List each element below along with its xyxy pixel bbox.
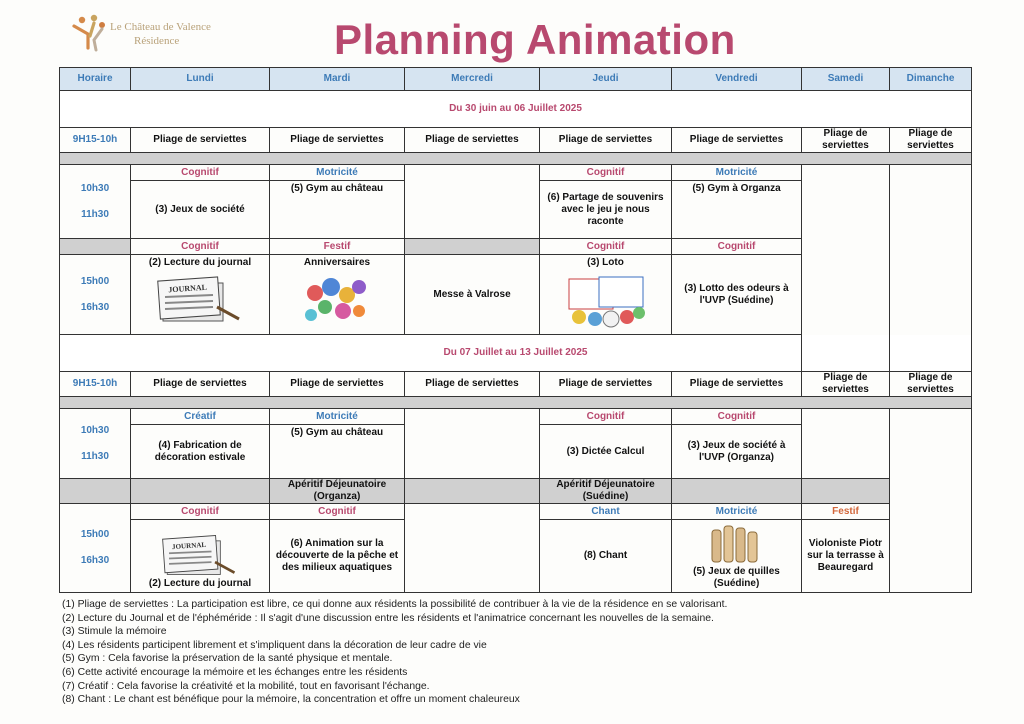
newspaper-icon	[158, 532, 242, 578]
w1-pm-tue-cell	[270, 255, 405, 335]
footnote: (5) Gym : Cela favorise la préservation de la santé physique et mentale.	[62, 653, 393, 665]
logo-line-1: Le Château de Valence	[110, 21, 211, 33]
w1-pm-time-start: 15h00	[80, 275, 110, 287]
w1-pm-cat-fri: Cognitif	[672, 239, 802, 255]
w2-pliage-thu: Pliage de serviettes	[540, 372, 672, 397]
w2-am-tue: (5) Gym au château	[270, 425, 405, 479]
w2-am-fri: (3) Jeux de société à l'UVP (Organza)	[672, 425, 802, 479]
w2-pliage-tue: Pliage de serviettes	[270, 372, 405, 397]
footnote: (4) Les résidents participent librement et s'impliquent dans la décoration de leur cadre de vie	[62, 639, 487, 651]
w1-am-cat-thu: Cognitif	[540, 165, 672, 181]
footnote: (8) Chant : Le chant est bénéfique pour la mémoire, la concentration et offre un moment chaleureux	[62, 694, 520, 706]
w1-am-thu: (6) Partage de souvenirs avec le jeu je nous raconte	[540, 181, 672, 239]
w2-pm-time-end: 16h30	[80, 555, 110, 566]
w1-am-mon: (3) Jeux de société	[131, 181, 270, 239]
w2-pm-fri-cell	[672, 520, 802, 593]
w2-aperitif-tue: Apéritif Déjeunatoire (Organza)	[270, 479, 405, 504]
w2-pm-cat-sat: Festif	[802, 504, 890, 520]
w1-am-times	[60, 165, 131, 239]
w2-pm-fri: (5) Jeux de quilles (Suédine)	[693, 566, 780, 589]
w2-pm-wed	[405, 504, 540, 593]
week1-title: Du 30 juin au 06 Juillet 2025	[60, 91, 972, 128]
w2-pm-times	[60, 504, 131, 593]
w2-pliage-sat: Pliage de serviettes	[802, 372, 890, 397]
w1-pm-mon-cell	[131, 255, 270, 335]
w1-gap-time	[60, 239, 131, 255]
w1-gap-wed	[405, 239, 540, 255]
svg-text:JOURNAL: JOURNAL	[171, 540, 207, 552]
w1-pm-thu-cell	[540, 255, 672, 335]
w2-pm-cat-tue: Cognitif	[270, 504, 405, 520]
gap-row	[60, 397, 972, 409]
w1-am-cat-tue: Motricité	[270, 165, 405, 181]
w2-pm-cat-thu: Chant	[540, 504, 672, 520]
w1-pliage-tue: Pliage de serviettes	[270, 128, 405, 153]
w2-gap-time	[60, 479, 131, 504]
header-row	[60, 68, 972, 91]
w1-pliage-thu: Pliage de serviettes	[540, 128, 672, 153]
gap-row	[60, 153, 972, 165]
w2-pm-time-start: 15h00	[80, 529, 110, 540]
header-horaire: Horaire	[60, 68, 131, 91]
w1-pliage-wed: Pliage de serviettes	[405, 128, 540, 153]
w2-am-wed	[405, 409, 540, 479]
week2-title: Du 07 Juillet au 13 Juillet 2025	[60, 335, 972, 372]
w2-pm-mon: (2) Lecture du journal	[148, 578, 252, 589]
w2-sun-empty	[890, 409, 972, 593]
w1-am-cat-fri: Motricité	[672, 165, 802, 181]
w2-am-cat-thu: Cognitif	[540, 409, 672, 425]
quilles-icon	[702, 524, 772, 566]
svg-text:JOURNAL: JOURNAL	[168, 282, 208, 295]
w1-pliage-mon: Pliage de serviettes	[131, 128, 270, 153]
balloons-icon	[297, 273, 377, 329]
newspaper-icon	[155, 273, 245, 325]
w2-gap-fri	[672, 479, 802, 504]
w2-pliage-sun: Pliage de serviettes	[890, 372, 972, 397]
w1-am-time-start: 10h30	[80, 182, 110, 194]
w1-am-wed	[405, 165, 540, 239]
w1-pm-cat-thu: Cognitif	[540, 239, 672, 255]
w2-gap-sat	[802, 479, 890, 504]
footnote: (6) Cette activité encourage la mémoire et les échanges entre les résidents	[62, 666, 408, 678]
header-samedi: Samedi	[802, 68, 890, 91]
w2-pliage-fri: Pliage de serviettes	[672, 372, 802, 397]
w1-am-time-end: 11h30	[81, 208, 109, 220]
w2-am-time-end: 11h30	[81, 450, 109, 462]
header-vendredi: Vendredi	[672, 68, 802, 91]
w2-am-time-start: 10h30	[80, 424, 110, 436]
w1-pm-cat-mon: Cognitif	[131, 239, 270, 255]
logo-text	[110, 20, 211, 48]
w2-gap-mon	[131, 479, 270, 504]
w2-pm-cat-fri: Motricité	[672, 504, 802, 520]
week2-slot-time: 9H15-10h	[60, 372, 131, 397]
page-title: Planning Animation	[334, 16, 736, 63]
w1-am-fri: (5) Gym à Organza	[672, 181, 802, 239]
w1-pm-times	[60, 255, 131, 335]
footnote: (7) Créatif : Cela favorise la créativité et la mobilité, tout en favorisant l'échange.	[62, 680, 430, 692]
header-jeudi: Jeudi	[540, 68, 672, 91]
w1-pliage-fri: Pliage de serviettes	[672, 128, 802, 153]
header-lundi: Lundi	[131, 68, 270, 91]
header-mardi: Mardi	[270, 68, 405, 91]
w2-pliage-wed: Pliage de serviettes	[405, 372, 540, 397]
w1-pm-wed: Messe à Valrose	[405, 255, 540, 335]
w2-pm-tue: (6) Animation sur la découverte de la pêche et des milieux aquatiques	[270, 520, 405, 593]
w2-am-times	[60, 409, 131, 479]
w2-pm-cat-mon: Cognitif	[131, 504, 270, 520]
footnote: (1) Pliage de serviettes : La participation est libre, ce qui donne aux résidents la possibilité de contribuer à la vie de la résidence en se valorisant.	[62, 599, 728, 610]
w1-pliage-sun: Pliage de serviettes	[890, 128, 972, 153]
w1-pm-tue: Anniversaires	[303, 257, 371, 268]
w2-pliage-mon: Pliage de serviettes	[131, 372, 270, 397]
w2-am-thu: (3) Dictée Calcul	[540, 425, 672, 479]
w1-pliage-sat: Pliage de serviettes	[802, 128, 890, 153]
w2-am-mon: (4) Fabrication de décoration estivale	[131, 425, 270, 479]
w2-pm-sat: Violoniste Piotr sur la terrasse à Beauregard	[802, 520, 890, 593]
footnotes	[62, 598, 727, 707]
footnote: (2) Lecture du Journal et de l'éphéméride : Il s'agit d'une discussion entre les résidents et l'animatrice concernant les nouvelles de la semaine.	[62, 612, 714, 624]
w2-aperitif-thu: Apéritif Déjeunatoire (Suédine)	[540, 479, 672, 504]
footnote: (3) Stimule la mémoire	[62, 626, 167, 638]
w1-pm-thu: (3) Loto	[587, 257, 624, 268]
w1-am-tue: (5) Gym au château	[270, 181, 405, 239]
w2-am-cat-fri: Cognitif	[672, 409, 802, 425]
w1-pm-cat-tue: Festif	[270, 239, 405, 255]
w2-pm-mon-cell	[131, 520, 270, 593]
w1-pm-time-end: 16h30	[80, 301, 110, 313]
w2-gap-wed	[405, 479, 540, 504]
header-mercredi: Mercredi	[405, 68, 540, 91]
loto-icon	[563, 273, 649, 329]
w2-am-cat-tue: Motricité	[270, 409, 405, 425]
w1-pm-fri: (3) Lotto des odeurs à l'UVP (Suédine)	[672, 255, 802, 335]
w2-pm-thu: (8) Chant	[540, 520, 672, 593]
w1-pm-mon: (2) Lecture du journal	[148, 257, 252, 268]
planning-table	[59, 67, 972, 593]
header-dimanche: Dimanche	[890, 68, 972, 91]
week1-slot-time: 9H15-10h	[60, 128, 131, 153]
w2-am-cat-mon: Créatif	[131, 409, 270, 425]
logo-line-2: Résidence	[134, 35, 180, 47]
w2-am-sat	[802, 409, 890, 479]
w1-am-cat-mon: Cognitif	[131, 165, 270, 181]
